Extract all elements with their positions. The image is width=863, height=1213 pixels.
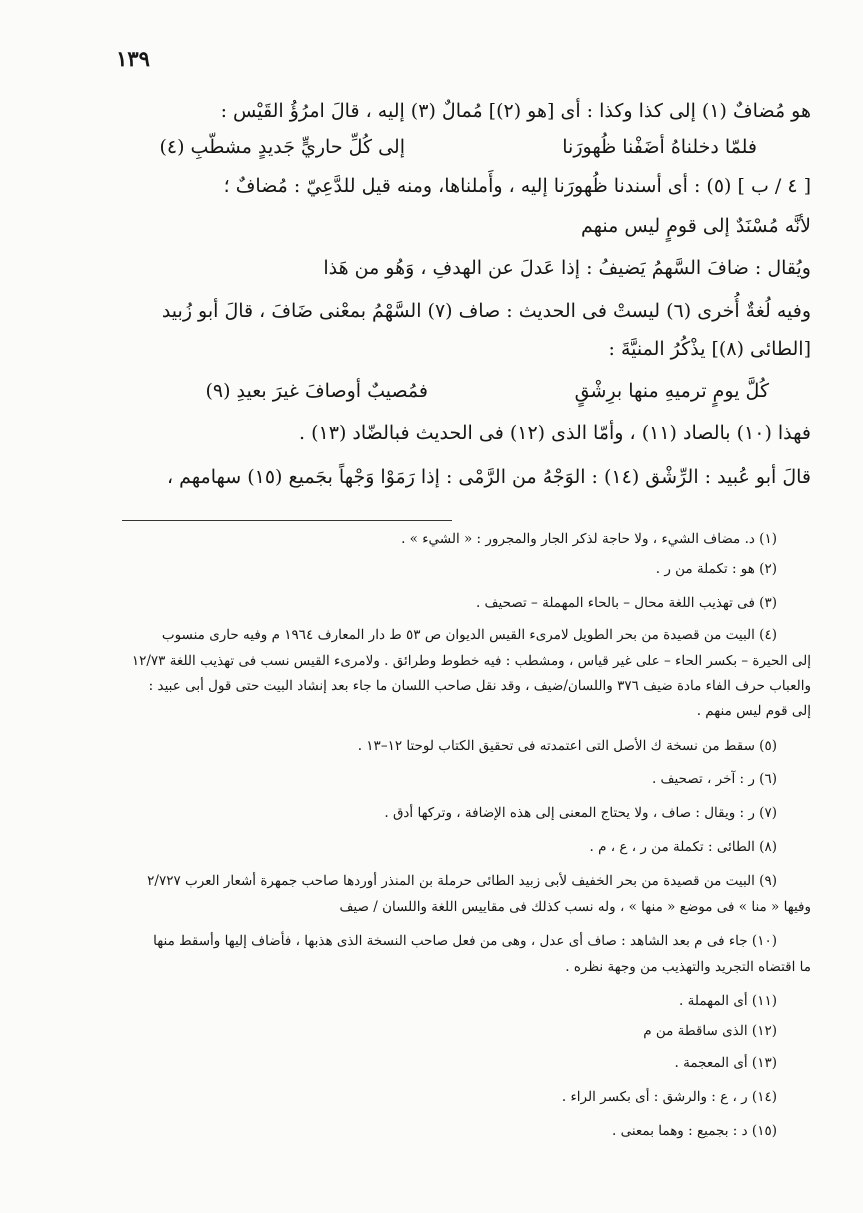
footnote-2: (٢) هو : تكملة من ر . [655, 561, 777, 577]
body-line-5: وفيه لُغةٌ أُخرى (٦) ليستْ فى الحديث : صاف (٧) السَّهْمُ بمعْنى ضَافَ ، قالَ أبو زُبيد [161, 300, 811, 322]
footnote-7: (٧) ر : ويقال : صاف ، ولا يحتاج المعنى إلى هذه الإضافة ، وتركها أدق . [384, 805, 777, 821]
footnote-12: (١٢) الذى ساقطة من م [643, 1023, 777, 1039]
body-line-6: [الطائى (٨)] يذْكُرُ المنيَّةَ : [608, 338, 811, 360]
body-line-4: ويُقال : ضافَ السَّهمُ يَضيفُ : إذا عَدلَ عن الهدفِ ، وَهُو من هَذا [323, 257, 811, 279]
footnote-5: (٥) سقط من نسخة ك الأصل التى اعتمدته فى تحقيق الكتاب لوحتا ١٢–١٣ . [357, 738, 777, 754]
body-line-2: [ ٤ / ب ] (٥) : أى أسندنا ظُهورَنا إليه ، وأَملناها، ومنه قيل للدَّعِيّ : مُضافٌ ؛ [223, 175, 811, 197]
footnote-3: (٣) فى تهذيب اللغة محال – بالحاء المهملة – تصحيف . [475, 595, 777, 611]
body-line-8: قالَ أبو عُبيد : الرِّشْق (١٤) : الوَجْهُ من الرَّمْى : إذا رَمَوْا وَجْهاً بجَميع (١٥) سهامهم ، [166, 466, 811, 488]
footnote-4-line-4: إلى قوم ليس منهم . [696, 703, 811, 719]
footnote-4-line-2: إلى الحيرة – بكسر الحاء – على غير قياس ، ومشطب : فيه خطوط وطرائق . ولامرىء القيس نسب فى تهذيب اللغة ١٢/٧٣ [131, 653, 811, 669]
verse-2-second-hemistich: فمُصيبٌ أوصافَ غيرَ بعيدِ (٩) [205, 380, 428, 402]
footnote-10: (١٠) جاء فى م بعد الشاهد : صاف أى عدل ، وهى من فعل صاحب النسخة الذى هذبها ، فأضاف إليها وأسقط منها [153, 933, 777, 949]
footnote-10-line-2: ما اقتضاه التجريد والتهذيب من وجهة نظره . [565, 959, 811, 975]
footnote-14: (١٤) ر ، ع : والرشق : أى بكسر الراء . [561, 1089, 777, 1105]
body-line-7: فهذا (١٠) بالصاد (١١) ، وأمّا الذى (١٢) فى الحديث فبالضّاد (١٣) . [299, 422, 811, 444]
footnote-8: (٨) الطائى : تكملة من ر ، ع ، م . [589, 839, 777, 855]
body-line-1: هو مُضافٌ (١) إلى كذا وكذا : أى [هو (٢)] مُمالٌ (٣) إليه ، قالَ امرُؤُ القَيْس : [220, 100, 811, 122]
footnote-1: (١) د. مضاف الشيء ، ولا حاجة لذكر الجار والمجرور : « الشيء » . [401, 531, 777, 547]
body-line-3: لأنَّه مُسْنَدٌ إلى قومٍ ليس منهم [581, 215, 811, 237]
footnote-4: (٤) البيت من قصيدة من بحر الطويل لامرىء القيس الديوان ص ٥٣ ط دار المعارف ١٩٦٤ م وفيه حارى منسوب [161, 627, 777, 643]
footnote-15: (١٥) د : بجميع : وهما بمعنى . [612, 1123, 777, 1139]
footnote-4-line-3: والعباب حرف الفاء مادة ضيف ٣٧٦ واللسان/ضيف ، وقد نقل صاحب اللسان ما جاء بعد إنشاد البيت حتى قول أبى عبيد : [148, 678, 811, 694]
verse-1-second-hemistich: إلى كُلِّ حاريٍّ جَديدٍ مشطّبِ (٤) [159, 136, 405, 158]
footnote-11: (١١) أى المهملة . [679, 993, 777, 1009]
footnote-9-line-2: وفيها « منا » فى موضع « منها » ، وله نسب كذلك فى مقاييس اللغة واللسان / صيف [339, 899, 811, 915]
footnote-6: (٦) ر : آخر ، تصحيف . [651, 771, 777, 787]
verse-2-first-hemistich: كُلَّ يومٍ ترميهِ منها برِشْقٍ [574, 380, 769, 402]
footnote-9: (٩) البيت من قصيدة من بحر الخفيف لأبى زبيد الطائى حرملة بن المنذر أوردها صاحب جمهرة أشعار العرب ٢/٧٢٧ [147, 873, 777, 889]
verse-1-first-hemistich: فلمّا دخلناهُ أضَفْنا ظُهورَنا [562, 136, 757, 158]
page-number: ١٣٩ [116, 46, 150, 71]
footnote-13: (١٣) أى المعجمة . [674, 1055, 777, 1071]
footnote-separator [122, 520, 452, 521]
